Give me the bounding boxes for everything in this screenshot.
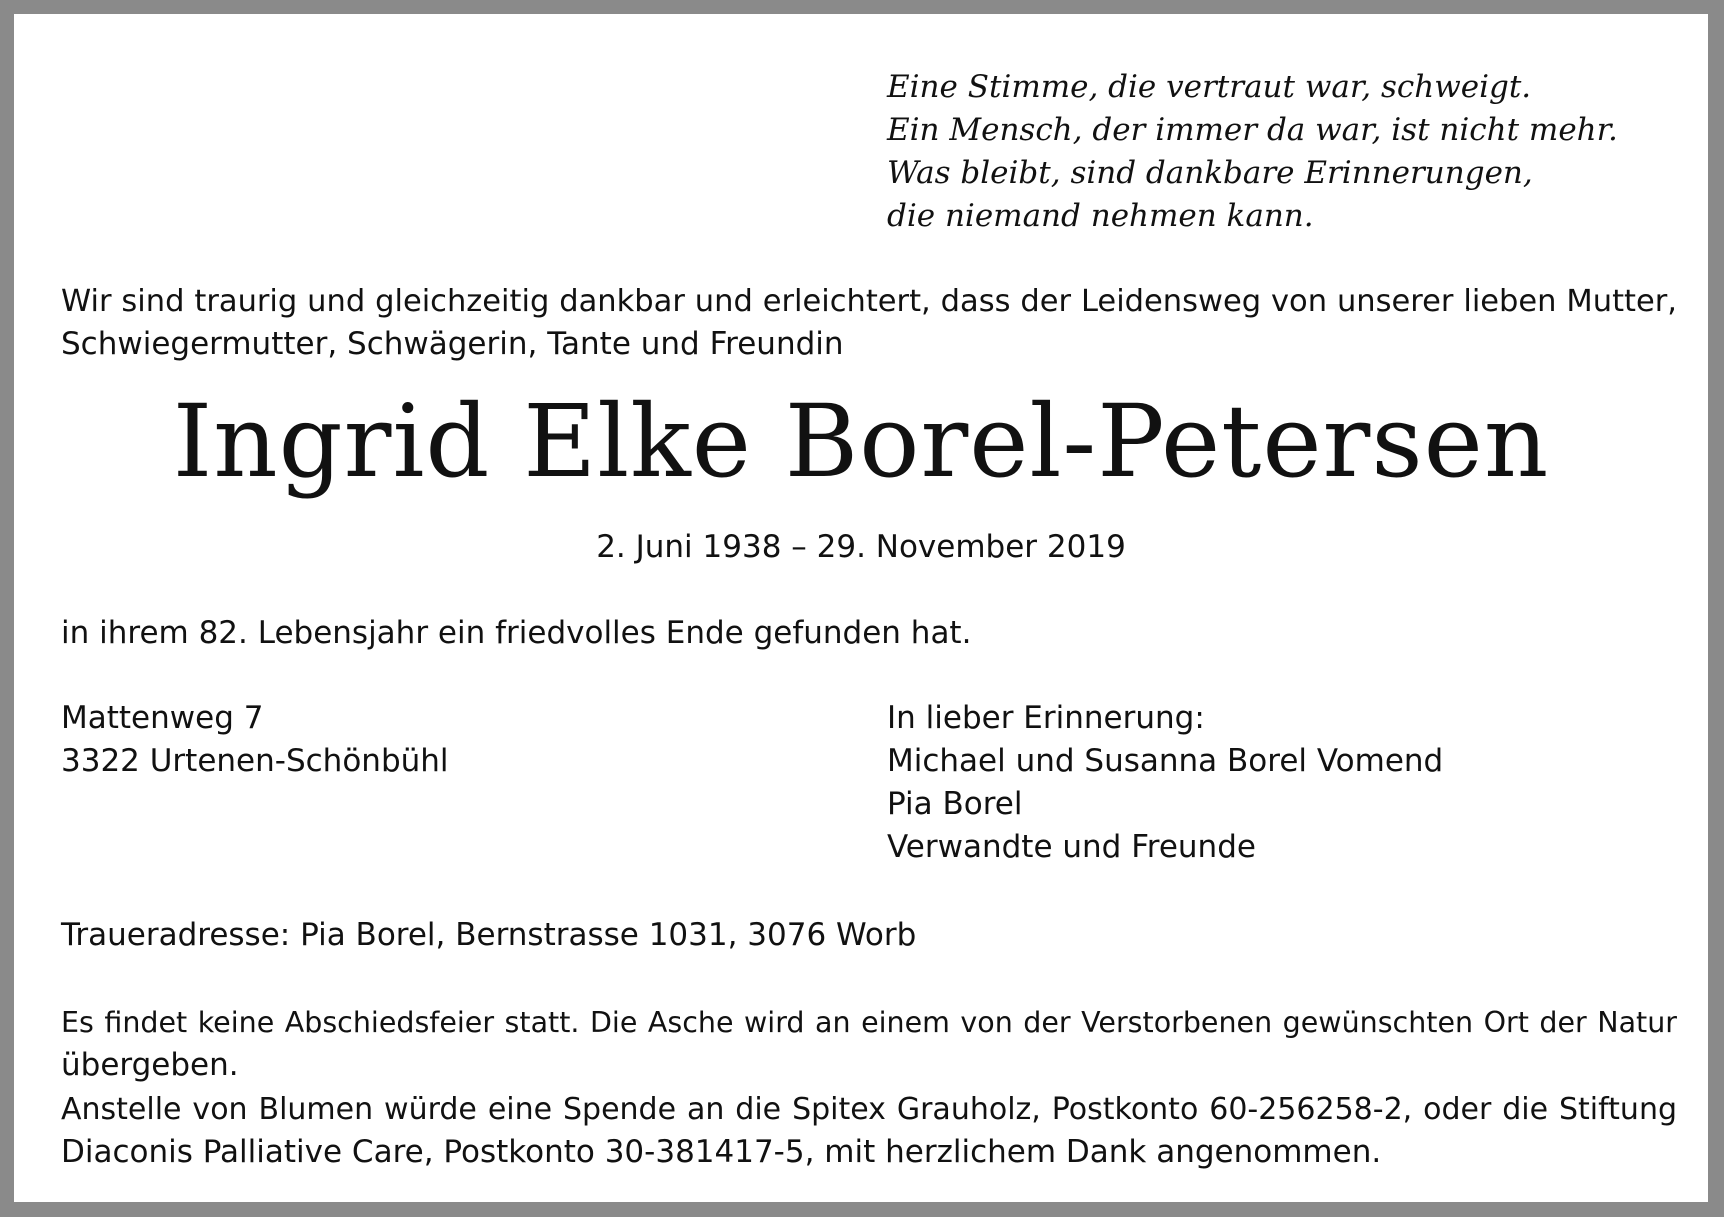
memory-block bbox=[887, 697, 1443, 869]
poem-line: Was bleibt, sind dankbare Erinnerungen, bbox=[887, 155, 1533, 191]
donation-line-2: Diaconis Palliative Care, Postkonto 30-381417-5, mit herzlichem Dank angenommen. bbox=[61, 1134, 1382, 1170]
mourner-name: Pia Borel bbox=[887, 786, 1023, 822]
poem-line: die niemand nehmen kann. bbox=[887, 198, 1314, 234]
poem-line: Ein Mensch, der immer da war, ist nicht mehr. bbox=[887, 112, 1618, 148]
ceremony-line-2: übergeben. bbox=[61, 1047, 239, 1083]
address-city: 3322 Urtenen-Schönbühl bbox=[61, 743, 449, 779]
intro-line-1: Wir sind traurig und gleichzeitig dankbar und erleichtert, dass der Leidensweg von unserer lieben Mutter, bbox=[61, 284, 1677, 319]
address-street: Mattenweg 7 bbox=[61, 700, 264, 736]
ceremony-text bbox=[61, 1001, 1677, 1087]
poem bbox=[887, 66, 1618, 238]
life-dates: 2. Juni 1938 – 29. November 2019 bbox=[596, 529, 1126, 565]
mourning-address: Traueradresse: Pia Borel, Bernstrasse 1031, 3076 Worb bbox=[61, 917, 917, 953]
deceased-name: Ingrid Elke Borel-Petersen bbox=[172, 383, 1550, 500]
intro-text bbox=[61, 280, 1677, 366]
mourner-name: Michael und Susanna Borel Vomend bbox=[887, 743, 1444, 779]
donation-line-1: Anstelle von Blumen würde eine Spende an die Spitex Grauholz, Postkonto 60-256258-2, oder die Stiftung bbox=[61, 1092, 1677, 1127]
ended-text: in ihrem 82. Lebensjahr ein friedvolles Ende gefunden hat. bbox=[61, 615, 972, 651]
mourner-name: Verwandte und Freunde bbox=[887, 829, 1256, 865]
memory-heading: In lieber Erinnerung: bbox=[887, 700, 1205, 736]
intro-line-2: Schwiegermutter, Schwägerin, Tante und Freundin bbox=[61, 326, 844, 362]
obituary-page bbox=[14, 14, 1708, 1202]
ceremony-line-1: Es findet keine Abschiedsfeier statt. Die Asche wird an einem von der Verstorbenen gewünschten Ort der Natur bbox=[61, 1006, 1677, 1039]
donation-text bbox=[61, 1088, 1677, 1174]
home-address bbox=[61, 697, 449, 783]
poem-line: Eine Stimme, die vertraut war, schweigt. bbox=[887, 69, 1532, 105]
